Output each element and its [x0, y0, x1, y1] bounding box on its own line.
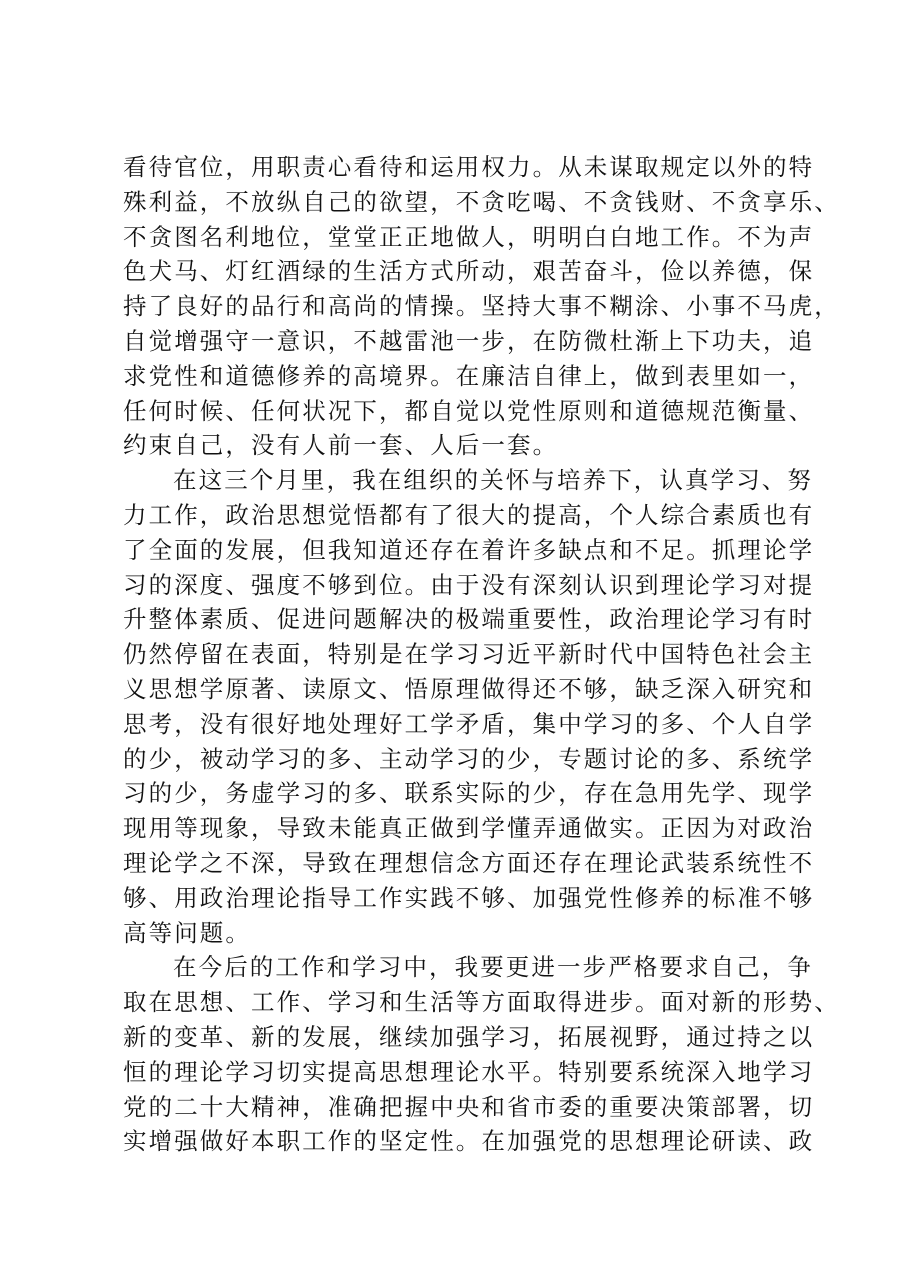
document-body [123, 150, 840, 1159]
text-line: 习的少，务虚学习的多、联系实际的少，存在急用先学、现学 [123, 779, 815, 808]
text-line: 在这三个月里，我在组织的关怀与培养下，认真学习、努 [173, 466, 813, 495]
text-line: 色犬马、灯红酒绿的生活方式所动，艰苦奋斗，俭以养德，保 [123, 257, 815, 286]
text-line: 升整体素质、促进问题解决的极端重要性，政治理论学习有时 [123, 605, 815, 634]
paragraph [123, 463, 815, 950]
text-line: 现用等现象，导致未能真正做到学懂弄通做实。正因为对政治 [123, 814, 815, 843]
text-line: 殊利益，不放纵自己的欲望，不贪吃喝、不贪钱财、不贪享乐、 [123, 187, 840, 216]
text-line: 在今后的工作和学习中，我要更进一步严格要求自己，争 [173, 953, 813, 982]
paragraph [123, 150, 840, 463]
text-line: 约束自己，没有人前一套、人后一套。 [123, 431, 559, 460]
text-line: 不贪图名利地位，堂堂正正地做人，明明白白地工作。不为声 [123, 222, 815, 251]
text-line: 高等问题。 [123, 918, 251, 947]
text-line: 实增强做好本职工作的坚定性。在加强党的思想理论研读、政 [123, 1127, 815, 1156]
text-line: 习的深度、强度不够到位。由于没有深刻认识到理论学习对提 [123, 570, 815, 599]
text-line: 持了良好的品行和高尚的情操。坚持大事不糊涂、小事不马虎， [123, 292, 840, 321]
text-line: 的少，被动学习的多、主动学习的少，专题讨论的多、系统学 [123, 744, 815, 773]
text-line: 任何时候、任何状况下，都自觉以党性原则和道德规范衡量、 [123, 396, 815, 425]
text-line: 够、用政治理论指导工作实践不够、加强党性修养的标准不够 [123, 883, 815, 912]
text-line: 恒的理论学习切实提高思想理论水平。特别要系统深入地学习 [123, 1057, 815, 1086]
text-line: 义思想学原著、读原文、悟原理做得还不够，缺乏深入研究和 [123, 674, 815, 703]
text-line: 自觉增强守一意识，不越雷池一步，在防微杜渐上下功夫，追 [123, 326, 815, 355]
text-line: 新的变革、新的发展，继续加强学习，拓展视野，通过持之以 [123, 1022, 815, 1051]
text-line: 理论学之不深，导致在理想信念方面还存在理论武装系统性不 [123, 848, 815, 877]
text-line: 力工作，政治思想觉悟都有了很大的提高，个人综合素质也有 [123, 500, 815, 529]
text-line: 看待官位，用职责心看待和运用权力。从未谋取规定以外的特 [123, 153, 815, 181]
text-line: 求党性和道德修养的高境界。在廉洁自律上，做到表里如一， [123, 361, 815, 390]
text-line: 党的二十大精神，准确把握中央和省市委的重要决策部署，切 [123, 1092, 815, 1121]
text-line: 仍然停留在表面，特别是在学习习近平新时代中国特色社会主 [123, 640, 815, 669]
text-line: 了全面的发展，但我知道还存在着许多缺点和不足。抓理论学 [123, 535, 815, 564]
text-line: 取在思想、工作、学习和生活等方面取得进步。面对新的形势、 [123, 988, 840, 1017]
paragraph [123, 950, 840, 1159]
text-line: 思考，没有很好地处理好工学矛盾，集中学习的多、个人自学 [123, 709, 815, 738]
